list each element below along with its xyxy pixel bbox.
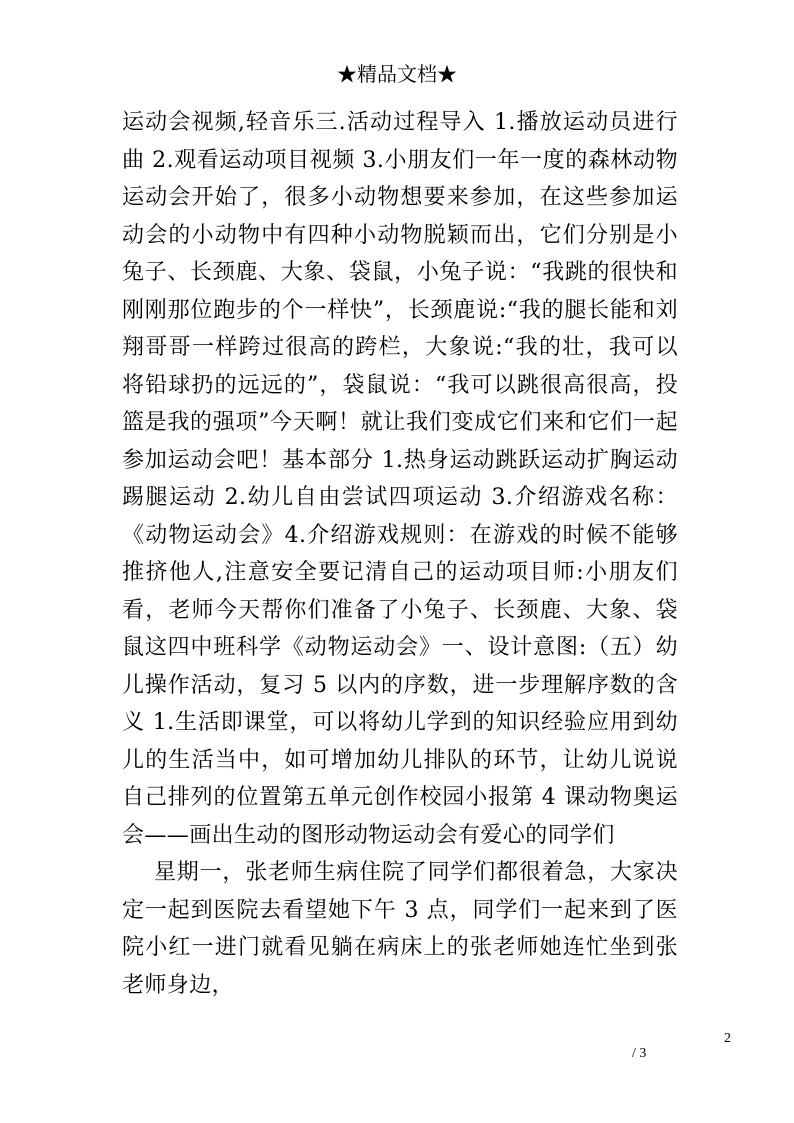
page-number: 2 — [724, 1031, 731, 1046]
page-total: / 3 — [632, 1046, 647, 1061]
body-paragraph: 运动会视频,轻音乐三.活动过程导入 1.播放运动员进行曲 2.观看运动项目视频 3.小朋友们一年一度的森林动物运动会开始了，很多小动物想要来参加，在这些参加运动会的小动物中有四种小动物脱颖而出，它们分别是小兔子、长颈鹿、大象、袋鼠，小兔子说：“我跳的很快和刚刚那位跑步的个一样快”，长颈鹿说:“我的腿长能和刘翔哥哥一样跨过很高的跨栏，大象说:“我的壮，我可以将铅球扔的远远的”，袋鼠说：“我可以跳很高很高，投篮是我的强项”今天啊！就让我们变成它们来和它们一起参加运动会吧！基本部分 1.热身运动跳跃运动扩胸运动踢腿运动 2.幼儿自由尝试四项运动 3.介绍游戏名称：《动物运动会》4.介绍游戏规则：在游戏的时候不能够推挤他人,注意安全要记清自己的运动项目师:小朋友们看，老师今天帮你们准备了小兔子、长颈鹿、大象、袋鼠这四中班科学《动物运动会》一、设计意图:（五）幼儿操作活动，复习 5 以内的序数，进一步理解序数的含义 1.生活即课堂，可以将幼儿学到的知识经验应用到幼儿的生活当中，如可增加幼儿排队的环节，让幼儿说说自己排列的位置第五单元创作校园小报第 4 课动物奥运会——画出生动的图形动物运动会有爱心的同学们 — [122, 110, 678, 848]
page-header-title: ★精品文档★ — [337, 62, 457, 86]
body-paragraph: 星期一，张老师生病住院了同学们都很着急，大家决定一起到医院去看望她下午 3 点，同学们一起来到了医院小红一进门就看见躺在病床上的张老师她连忙坐到张老师身边， — [122, 860, 678, 998]
document-body — [122, 104, 678, 1004]
